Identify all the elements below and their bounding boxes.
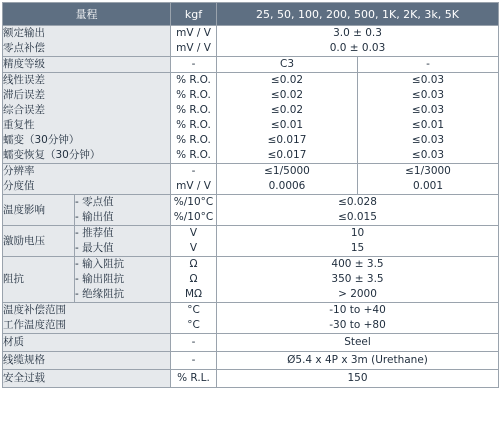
material-unit: - [171, 334, 217, 352]
error-units: % R.O. % R.O. % R.O. % R.O. % R.O. % R.O. [171, 73, 217, 164]
resistance-values: 400 ± 3.5 350 ± 3.5 > 2000 [217, 257, 499, 303]
excitation-label: 激励电压 [3, 226, 75, 257]
cable-value: Ø5.4 x 4P x 3m (Urethane) [217, 352, 499, 370]
material-value: Steel [217, 334, 499, 352]
overload-value: 150 [217, 370, 499, 388]
table-row [3, 334, 499, 352]
material-label: 材质 [3, 334, 171, 352]
resistance-units: Ω Ω MΩ [171, 257, 217, 303]
temp-effect-subs: - 零点值 - 输出值 [75, 195, 171, 226]
rated-output-unit: mV / V mV / V [171, 26, 217, 57]
header-capacity: 25, 50, 100, 200, 500, 1K, 2K, 3k, 5K [217, 3, 499, 26]
temp-range-labels: 温度补偿范围 工作温度范围 [3, 303, 171, 334]
table-row [3, 352, 499, 370]
resolution-units: - mV / V [171, 164, 217, 195]
resolution-labels: 分辨率 分度值 [3, 164, 171, 195]
temp-effect-label: 温度影响 [3, 195, 75, 226]
error-labels: 线性误差 滞后误差 综合误差 重复性 蠕变（30分钟） 蠕变恢复（30分钟） [3, 73, 171, 164]
table-row [3, 73, 499, 164]
resolution-values-b: ≤1/3000 0.001 [358, 164, 499, 195]
error-values-b: ≤0.03 ≤0.03 ≤0.03 ≤0.01 ≤0.03 ≤0.03 [358, 73, 499, 164]
rated-output-label: 额定输出 零点补偿 [3, 26, 171, 57]
temp-range-units: °C °C [171, 303, 217, 334]
cable-label: 线缆规格 [3, 352, 171, 370]
rated-output-value: 3.0 ± 0.3 0.0 ± 0.03 [217, 26, 499, 57]
accuracy-label: 精度等级 [3, 57, 171, 73]
resistance-label: 阻抗 [3, 257, 75, 303]
resolution-values-a: ≤1/5000 0.0006 [217, 164, 358, 195]
table-row [3, 257, 499, 303]
resistance-subs: - 输入阻抗 - 输出阻抗 - 绝缘阻抗 [75, 257, 171, 303]
table-row [3, 226, 499, 257]
excitation-values: 10 15 [217, 226, 499, 257]
accuracy-unit: - [171, 57, 217, 73]
excitation-subs: - 推荐值 - 最大值 [75, 226, 171, 257]
temp-range-values: -10 to +40 -30 to +80 [217, 303, 499, 334]
overload-unit: % R.L. [171, 370, 217, 388]
cable-unit: - [171, 352, 217, 370]
specification-table [2, 2, 499, 388]
temp-effect-values: ≤0.028 ≤0.015 [217, 195, 499, 226]
table-header-row [3, 3, 499, 26]
error-values-a: ≤0.02 ≤0.02 ≤0.02 ≤0.01 ≤0.017 ≤0.017 [217, 73, 358, 164]
overload-label: 安全过载 [3, 370, 171, 388]
excitation-units: V V [171, 226, 217, 257]
table-row [3, 164, 499, 195]
table-row [3, 303, 499, 334]
temp-effect-units: %/10°C %/10°C [171, 195, 217, 226]
header-item: 量程 [3, 3, 171, 26]
table-row [3, 370, 499, 388]
table-row [3, 26, 499, 57]
header-unit: kgf [171, 3, 217, 26]
accuracy-value-a: C3 [217, 57, 358, 73]
accuracy-value-b: - [358, 57, 499, 73]
table-row [3, 195, 499, 226]
table-row [3, 57, 499, 73]
